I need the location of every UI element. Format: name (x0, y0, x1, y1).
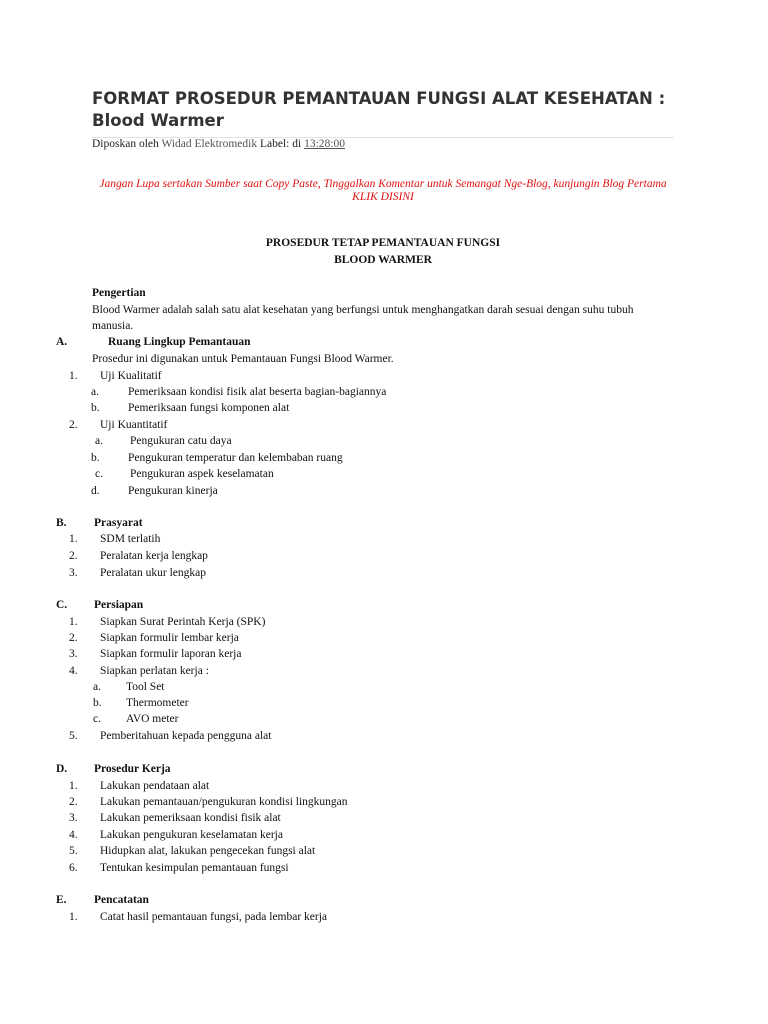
list-number: 1. (69, 780, 78, 792)
sub-item: Pemeriksaan kondisi fisik alat beserta bagian-bagiannya (128, 386, 387, 398)
sub-letter: a. (91, 386, 99, 398)
sub-letter: b. (91, 452, 100, 464)
sub-item: Thermometer (126, 697, 189, 709)
doc-heading-line1: PROSEDUR TETAP PEMANTAUAN FUNGSI (265, 237, 501, 249)
list-number: 1. (69, 616, 78, 628)
sub-letter: b. (91, 402, 100, 414)
section-b-letter: B. (56, 517, 67, 529)
sub-item: Pengukuran aspek keselamatan (130, 468, 274, 480)
list-number: 3. (69, 648, 78, 660)
section-c-letter: C. (56, 599, 68, 611)
list-item: Catat hasil pemantauan fungsi, pada lembar kerja (100, 911, 328, 923)
section-a-letter: A. (56, 336, 68, 348)
list-number: 1. (69, 370, 78, 382)
sub-item: Pengukuran catu daya (130, 435, 232, 447)
list-item: Siapkan Surat Perintah Kerja (SPK) (100, 616, 266, 628)
list-item: Lakukan pendataan alat (100, 780, 210, 792)
list-number: 4. (69, 665, 78, 677)
section-d-title: Prosedur Kerja (94, 763, 171, 775)
list-number: 4. (69, 829, 78, 841)
list-item: SDM terlatih (100, 533, 161, 545)
list-item: Siapkan formulir lembar kerja (100, 632, 239, 644)
list-number: 2. (69, 419, 78, 431)
list-item: Hidupkan alat, lakukan pengecekan fungsi alat (100, 845, 316, 857)
list-number: 1. (69, 533, 78, 545)
sub-letter: c. (95, 468, 103, 480)
sub-letter: c. (93, 713, 101, 725)
section-d-letter: D. (56, 763, 68, 775)
label-text: Label: di (259, 138, 302, 150)
pengertian-text: Blood Warmer adalah salah satu alat kesehatan yang berfungsi untuk menghangatkan darah sesuai dengan suhu tubuh manusia. (92, 304, 634, 332)
list-item: Peralatan kerja lengkap (100, 550, 208, 562)
posted-by-label: Diposkan oleh (92, 138, 159, 150)
sub-letter: a. (93, 681, 101, 693)
list-item: Siapkan perlatan kerja : (100, 665, 209, 677)
section-e-letter: E. (56, 894, 67, 906)
copy-notice[interactable]: Jangan Lupa sertakan Sumber saat Copy Paste, Tinggalkan Komentar untuk Semangat Nge-Blog, kunjungin Blog Pertama KLIK DISINI (99, 178, 667, 203)
list-number: 2. (69, 796, 78, 808)
list-item: Lakukan pengukuran keselamatan kerja (100, 829, 283, 841)
section-e-title: Pencatatan (94, 894, 149, 906)
list-item: Uji Kualitatif (100, 370, 162, 382)
list-number: 6. (69, 862, 78, 874)
post-meta (92, 137, 345, 151)
list-item: Lakukan pemeriksaan kondisi fisik alat (100, 812, 281, 824)
list-number: 5. (69, 845, 78, 857)
section-b-title: Prasyarat (94, 517, 143, 529)
section-a-title: Ruang Lingkup Pemantauan (108, 336, 251, 348)
list-number: 3. (69, 812, 78, 824)
list-number: 2. (69, 550, 78, 562)
sub-letter: b. (93, 697, 102, 709)
sub-item: AVO meter (126, 713, 179, 725)
list-number: 1. (69, 911, 78, 923)
doc-heading-line2: BLOOD WARMER (334, 254, 432, 266)
list-number: 5. (69, 730, 78, 742)
author-link[interactable]: Widad Elektromedik (161, 138, 258, 150)
pengertian-title: Pengertian (92, 287, 146, 299)
section-c-title: Persiapan (94, 599, 144, 611)
list-item: Siapkan formulir laporan kerja (100, 648, 242, 660)
post-title[interactable]: FORMAT PROSEDUR PEMANTAUAN FUNGSI ALAT KESEHATAN : Blood Warmer (92, 89, 666, 130)
sub-letter: d. (91, 485, 100, 497)
list-number: 2. (69, 632, 78, 644)
list-item: Peralatan ukur lengkap (100, 567, 207, 579)
post-time-link[interactable]: 13:28:00 (304, 138, 345, 150)
list-item: Tentukan kesimpulan pemantauan fungsi (100, 862, 289, 874)
sub-letter: a. (95, 435, 103, 447)
sub-item: Pengukuran temperatur dan kelembaban ruang (128, 452, 343, 464)
list-item: Uji Kuantitatif (100, 419, 168, 431)
sub-item: Pemeriksaan fungsi komponen alat (128, 402, 290, 414)
section-a-intro: Prosedur ini digunakan untuk Pemantauan Fungsi Blood Warmer. (92, 353, 394, 365)
sub-item: Pengukuran kinerja (128, 485, 218, 497)
list-number: 3. (69, 567, 78, 579)
list-item: Pemberitahuan kepada pengguna alat (100, 730, 272, 742)
list-item: Lakukan pemantauan/pengukuran kondisi lingkungan (100, 796, 348, 808)
sub-item: Tool Set (126, 681, 165, 693)
